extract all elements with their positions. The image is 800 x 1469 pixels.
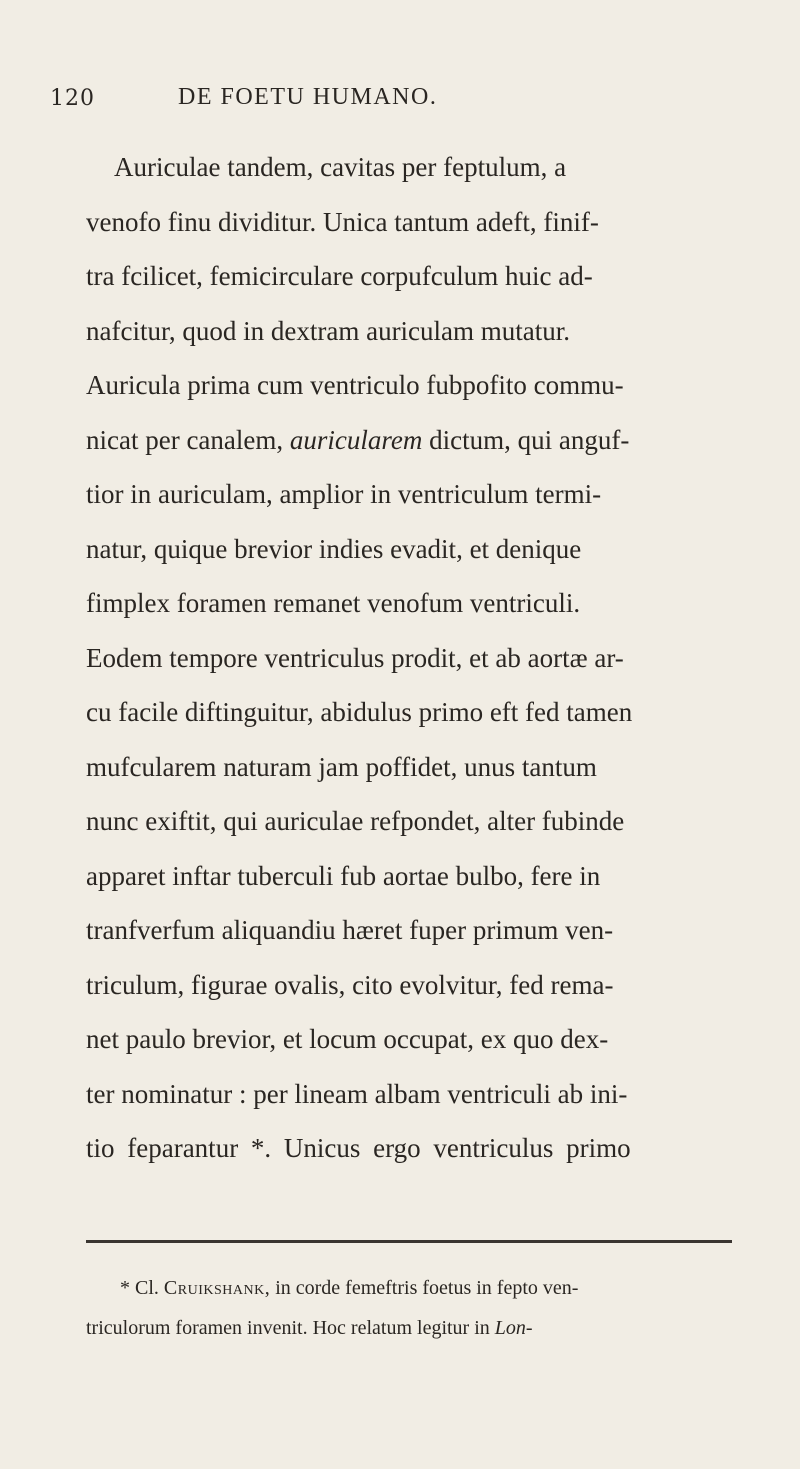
text-line: nafcitur, quod in dextram auriculam mutatur.: [86, 315, 571, 346]
text-line: net paulo brevior, et locum occupat, ex quo dex-: [86, 1024, 609, 1054]
italic-term: auricularem: [289, 424, 423, 455]
text-line: tranfverfum aliquandiu hæret fuper primum ven-: [86, 915, 614, 945]
text-line: cu facile diftinguitur, abidulus primo eft fed tamen: [86, 697, 633, 727]
text-line: nicat per canalem, auricularem dictum, qui anguf-: [86, 413, 736, 468]
footnote-line: * Cl. Cruikshank, in corde femeftris foetus in fepto ven-: [120, 1277, 579, 1299]
text-line: mufcularem naturam jam poffidet, unus tantum: [86, 751, 597, 782]
footnote-divider: [86, 1240, 732, 1243]
body-text: [86, 140, 736, 1176]
text-line: venofo finu dividitur. Unica tantum adeft, finif-: [86, 206, 599, 237]
text-line: tio feparantur *. Unicus ergo ventriculus primo: [86, 1133, 631, 1163]
footnote-line: triculorum foramen invenit. Hoc relatum legitur in Lon-: [86, 1317, 533, 1339]
text-line: apparet inftar tuberculi fub aortae bulbo, fere in: [86, 860, 601, 891]
page-number: 120: [50, 86, 95, 111]
footnote-author: Cruikshank,: [163, 1277, 271, 1299]
text-line: natur, quique brevior indies evadit, et denique: [86, 533, 582, 564]
text-line: Auriculae tandem, cavitas per feptulum, a: [114, 152, 567, 182]
text-line: triculum, figurae ovalis, cito evolvitur, fed rema-: [86, 969, 614, 1000]
text-line: fimplex foramen remanet venofum ventriculi.: [86, 588, 581, 618]
text-line: tra fcilicet, femicirculare corpufculum huic ad-: [86, 261, 593, 291]
text-line: Auricula prima cum ventriculo fubpofito commu-: [86, 370, 624, 400]
text-line: tior in auriculam, amplior in ventriculum termi-: [86, 479, 602, 509]
text-line: Eodem tempore ventriculus prodit, et ab aortæ ar-: [86, 642, 624, 673]
text-line: ter nominatur : per lineam albam ventriculi ab ini-: [86, 1078, 628, 1109]
footnote: [86, 1268, 736, 1348]
text-line: nunc exiftit, qui auriculae refpondet, alter fubinde: [86, 806, 625, 836]
running-title: DE FOETU HUMANO.: [178, 84, 438, 110]
